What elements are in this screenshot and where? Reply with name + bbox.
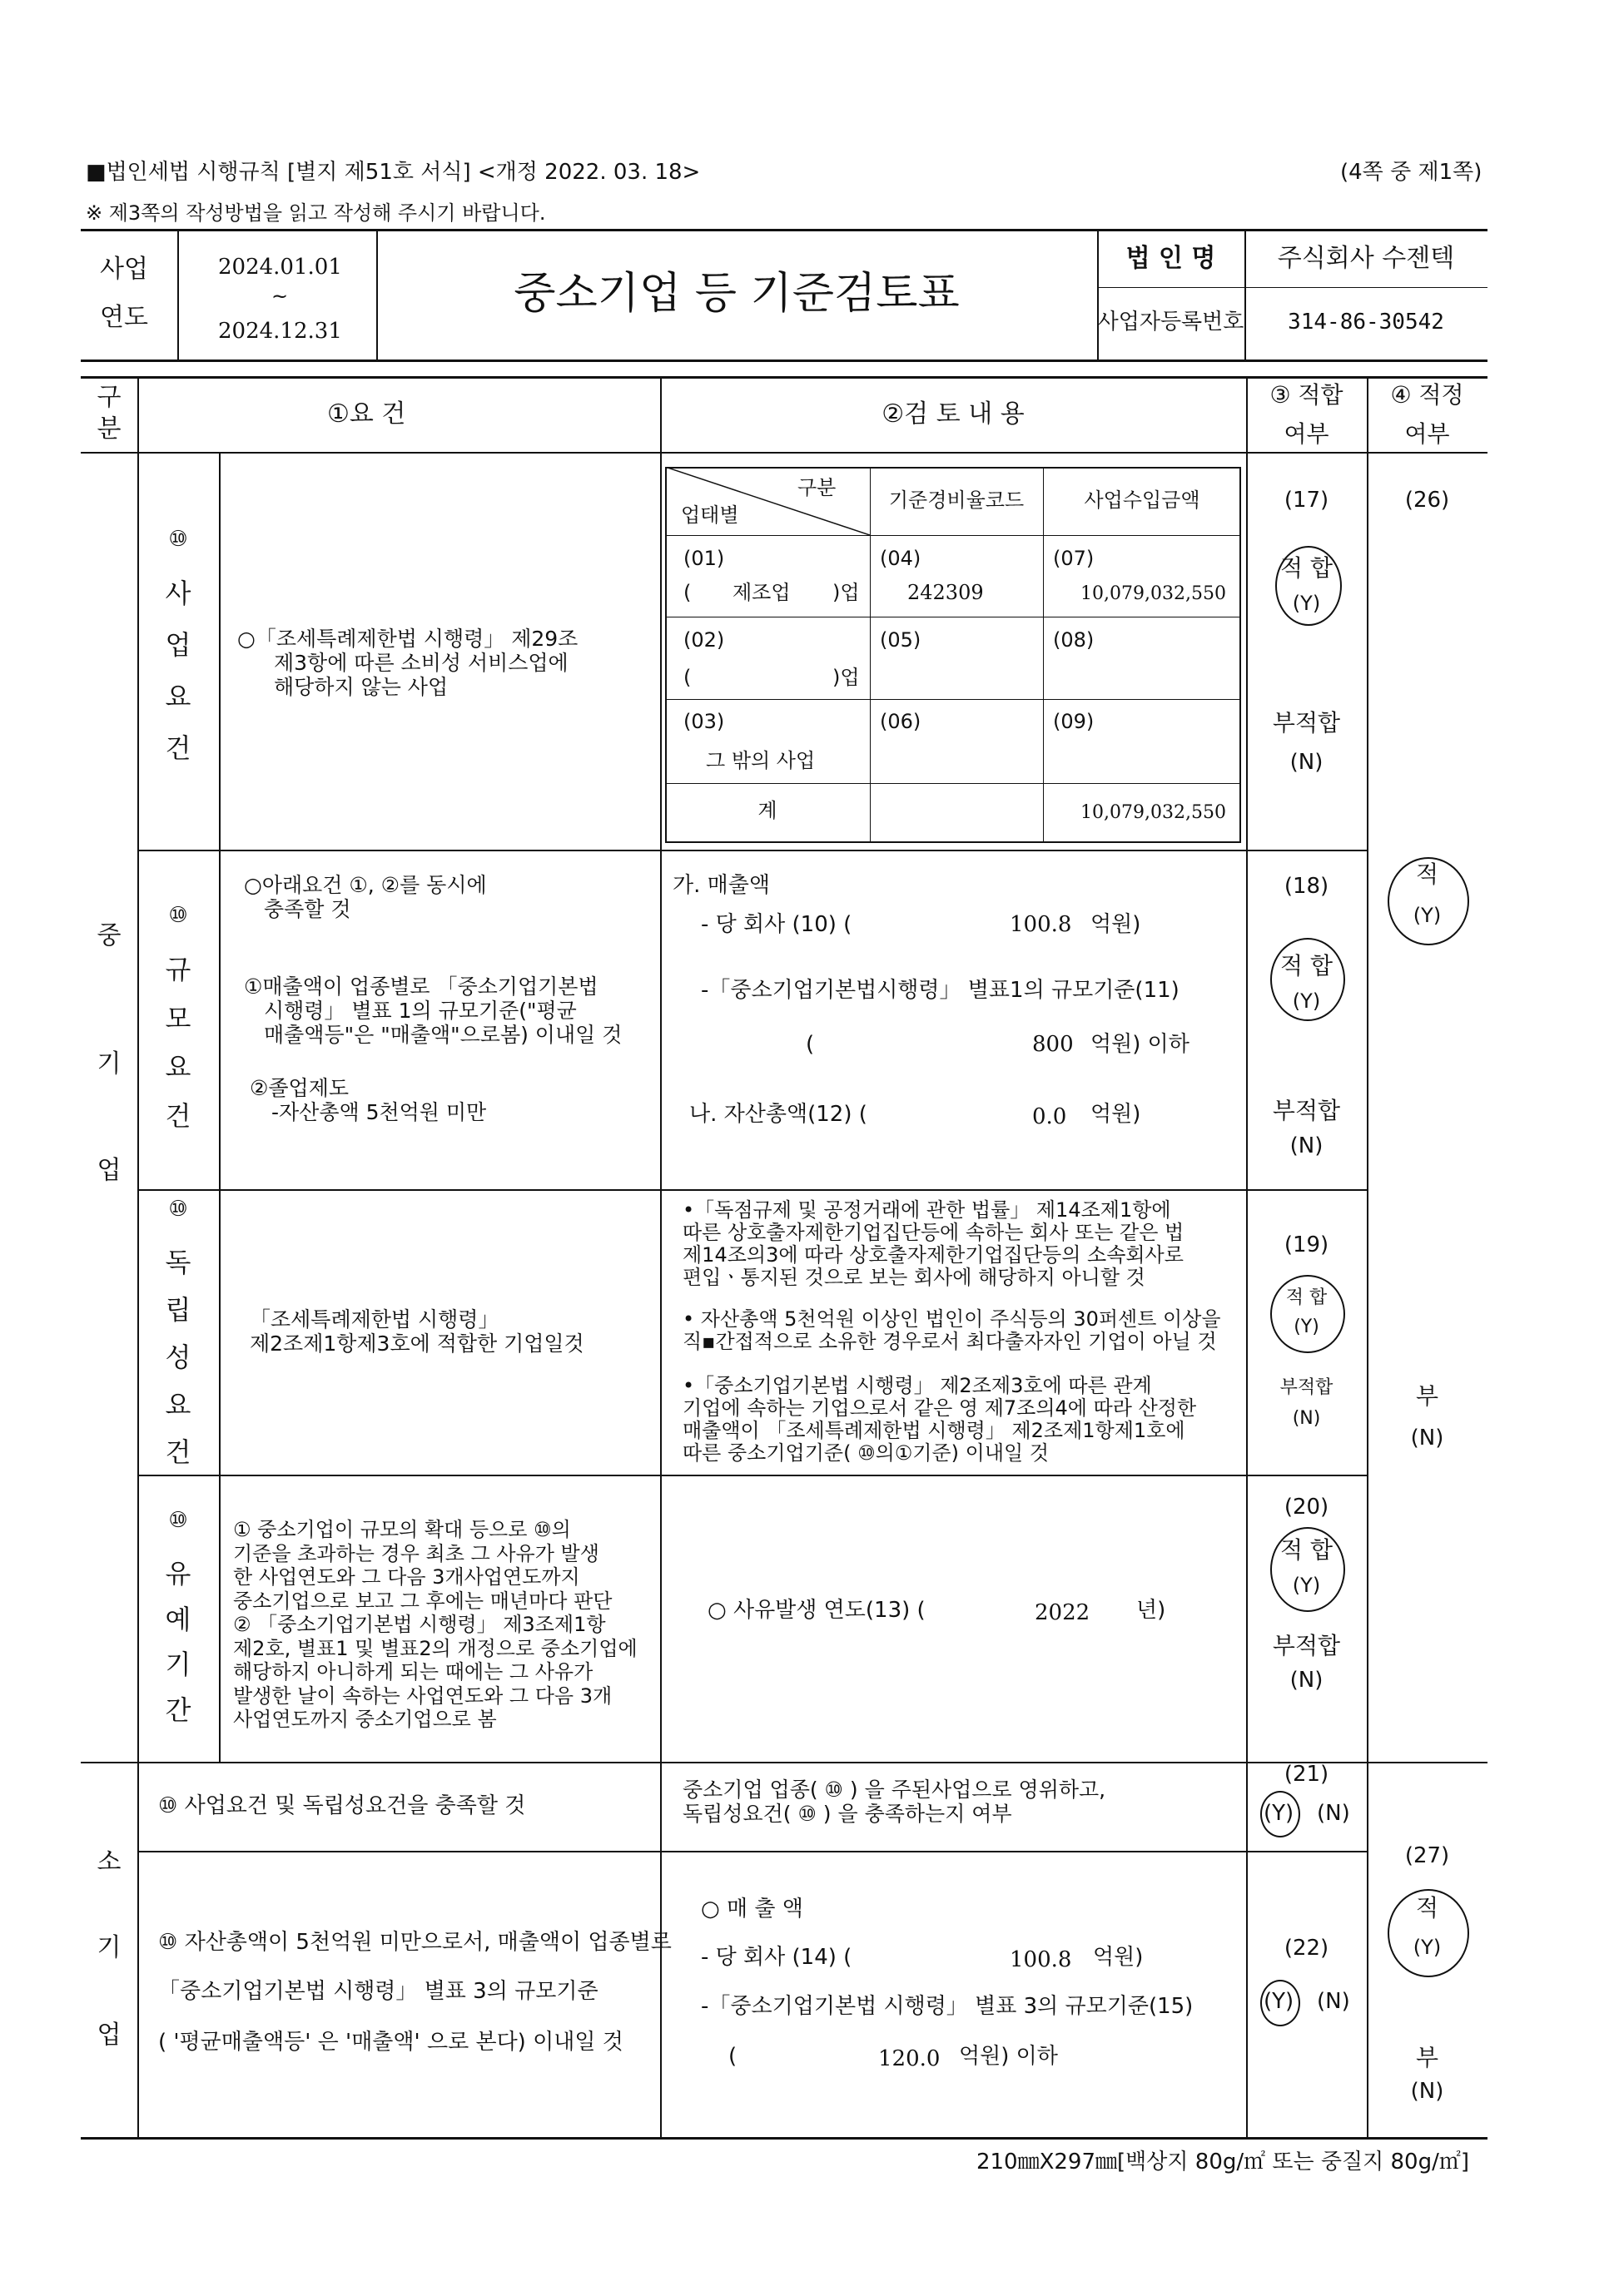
row102-asset-value: 0.0 [1032, 1104, 1067, 1129]
row103-label: 독 립 성 요 건 [165, 1247, 191, 1468]
row102-fit-yes: 적 합 [1280, 952, 1333, 979]
row104-fit-no-code: (N) [1289, 1668, 1324, 1693]
row102-req-2: ②졸업제도 -자산총액 5천억원 미만 [250, 1076, 487, 1124]
row101-label: 사 업 요 건 [165, 578, 191, 764]
row104-review-value: 2022 [1035, 1600, 1090, 1625]
small-group-char-2: 기 [97, 1933, 122, 1962]
date-tilde: ~ [271, 285, 289, 308]
row102-asset-unit: 억원) [1090, 1102, 1141, 1127]
biz-row1-amount-no: (07) [1053, 547, 1095, 570]
form-title: 중소기업 등 기준검토표 [514, 269, 960, 319]
biz-row1-code: 242309 [907, 581, 984, 604]
row101-requirement: ○「조세특례제한법 시행령」 제29조 제3항에 따른 소비성 서비스업에 해당하지 않는 사업 [237, 627, 579, 699]
row106-standard-value: 120.0 [878, 2046, 941, 2071]
row101-fit-yes-code: (Y) [1292, 592, 1321, 615]
row101-code: ⑩ [168, 527, 188, 552]
row105-requirement: ⑩ 사업요건 및 독립성요건을 충족할 것 [158, 1793, 526, 1818]
small-overall-no-code: (N) [1410, 2079, 1444, 2104]
row102-asset-label: 나. 자산총액(12) ( [689, 1102, 867, 1127]
row102-standard-label: -「중소기업기본법시행령」 별표1의 규모기준(11) [701, 978, 1180, 1003]
biz-row1-open: ( [683, 581, 692, 604]
row101-fit-no: (17) [1284, 488, 1329, 513]
biz-row2-code-no: (05) [880, 628, 921, 652]
sme-group-char-3: 업 [97, 1156, 122, 1185]
biz-no-label: 사업자등록번호 [1097, 310, 1244, 335]
row106-review-title: ○ 매 출 액 [701, 1897, 803, 1922]
row104-fit-yes: 적 합 [1280, 1536, 1333, 1564]
biz-total-amount: 10,079,032,550 [1080, 802, 1226, 823]
row106-req-line-1: ⑩ 자산총액이 5천억원 미만으로서, 매출액이 업종별로 [158, 1930, 672, 1955]
row102-fit-no: (18) [1284, 874, 1329, 899]
biz-row3-no: (03) [683, 710, 725, 733]
row102-fit-yes-code: (Y) [1292, 989, 1321, 1013]
fit3-header-1: ③ 적합 [1269, 381, 1343, 409]
row103-fit-yes-code: (Y) [1294, 1317, 1319, 1337]
row103-fit-no: (19) [1284, 1232, 1329, 1257]
row105-yes: (Y) [1264, 1801, 1294, 1826]
biz-row3-amount-no: (09) [1053, 710, 1095, 733]
row103-fit-no-label: 부적합 [1279, 1377, 1333, 1398]
row104-fit-yes-code: (Y) [1292, 1574, 1321, 1597]
sme-overall-yes: 적 [1415, 860, 1439, 888]
row106-fit-no: (22) [1284, 1936, 1329, 1961]
row102-standard-value: 800 [1032, 1032, 1074, 1057]
biz-row2-no: (02) [683, 628, 725, 652]
row101-fit-no-label: 부적합 [1272, 709, 1341, 736]
row101-fit-yes: 적 합 [1280, 554, 1333, 582]
row103-review-1: •「독점규제 및 공정거래에 관한 법률」 제14조제1항에 따른 상호출자제한기업집단등에 속하는 회사 또는 같은 법 제14조의3에 따라 상호출자제한기업집단등의 소속회사로 편입ㆍ통지된 것으로 보는 회사에 해당하지 아니할 것 [683, 1198, 1184, 1289]
small-overall-yes: 적 [1415, 1894, 1439, 1922]
biz-table-corner-bottom: 업태별 [681, 503, 739, 527]
biz-row1-name: 제조업 [733, 581, 791, 604]
division-header-1: 구 [97, 383, 122, 412]
row102-company-value: 100.8 [1010, 912, 1072, 937]
row104-code: ⑩ [168, 1508, 188, 1533]
row106-no: (N) [1317, 1989, 1350, 2014]
biz-row1-amount: 10,079,032,550 [1080, 583, 1226, 604]
row103-fit-yes: 적 합 [1285, 1287, 1328, 1308]
year-label-1: 사업 [100, 255, 148, 284]
row104-review-unit: 년) [1136, 1598, 1166, 1623]
requirement-header: ①요 건 [327, 399, 406, 429]
sme-overall-no-code: (N) [1410, 1426, 1444, 1450]
row102-company-unit: 억원) [1090, 912, 1141, 937]
year-label-2: 연도 [100, 303, 148, 332]
row106-company-label: - 당 회사 (14) ( [701, 1945, 852, 1970]
row102-fit-no-code: (N) [1289, 1133, 1324, 1158]
corp-name: 주식회사 수젠텍 [1277, 244, 1455, 273]
review-header: ②검 토 내 용 [882, 399, 1025, 429]
row103-review-3: •「중소기업기본법 시행령」 제2조제3호에 따른 관계 기업에 속하는 기업으로서 같은 영 제7조의4에 따라 산정한 매출액이 「조세특례제한법 시행령」 제2조제1항제1호에 따른 중소기업기준( ⑩의①기준) 이내일 것 [683, 1374, 1197, 1465]
sme-overall-no-char: 부 [1415, 1382, 1439, 1410]
row103-requirement: 「조세특례제한법 시행령」 제2조제1항제3호에 적합한 기업일것 [250, 1307, 584, 1356]
row104-fit-no: (20) [1284, 1495, 1329, 1520]
row105-fit-no: (21) [1284, 1762, 1329, 1787]
regulation-title: ■법인세법 시행규칙 [별지 제51호 서식] <개정 2022. 03. 18> [86, 160, 701, 185]
small-overall-no: 부 [1415, 2044, 1439, 2071]
row106-req-line-2: 「중소기업기본법 시행령」 별표 3의 규모기준 [158, 1979, 598, 2004]
corp-name-label: 법 인 명 [1125, 244, 1216, 273]
biz-table-code-header: 기준경비율코드 [888, 488, 1025, 512]
small-group-char-1: 소 [97, 1847, 122, 1877]
row102-company-label: - 당 회사 (10) ( [701, 912, 852, 937]
biz-table-corner-top: 구분 [797, 476, 837, 499]
fit4-header-1: ④ 적정 [1390, 381, 1464, 409]
row105-review: 중소기업 업종( ⑩ ) 을 주된사업으로 영위하고, 독립성요건( ⑩ ) 을 충족하는지 여부 [683, 1778, 1106, 1826]
biz-row2-open: ( [683, 666, 692, 689]
biz-no: 314-86-30542 [1288, 310, 1444, 335]
biz-row3-name: 그 밖의 사업 [706, 749, 816, 772]
row104-fit-no-label: 부적합 [1272, 1632, 1341, 1659]
row102-req-1: ①매출액이 업종별로 「중소기업기본법 시행령」 별표 1의 규모기준("평균 매출액등"은 "매출액"으로봄) 이내일 것 [244, 974, 623, 1047]
instruction-note: ※ 제3쪽의 작성방법을 읽고 작성해 주시기 바랍니다. [86, 201, 546, 225]
biz-row1-close: )업 [832, 581, 860, 604]
row102-standard-open: ( [806, 1032, 815, 1057]
biz-table-amount-header: 사업수입금액 [1084, 488, 1200, 512]
row104-label: 유 예 기 간 [165, 1558, 191, 1726]
biz-row1-code-no: (04) [880, 547, 921, 570]
biz-row2-amount-no: (08) [1053, 628, 1095, 652]
sme-group-char-1: 중 [97, 921, 122, 950]
row106-standard-unit: 억원) 이하 [959, 2044, 1058, 2069]
row102-fit-no-label: 부적합 [1272, 1097, 1341, 1124]
row101-fit-no-code: (N) [1289, 750, 1324, 775]
biz-row3-code-no: (06) [880, 710, 921, 733]
row102-sales-title: 가. 매출액 [673, 873, 770, 898]
row102-code: ⑩ [168, 903, 188, 928]
row103-fit-no-code: (N) [1292, 1408, 1321, 1429]
row106-standard-label: -「중소기업기본법 시행령」 별표 3의 규모기준(15) [701, 1994, 1194, 2019]
row104-review-label: ○ 사유발생 연도(13) ( [708, 1598, 926, 1623]
sme-overall-yes-code: (Y) [1413, 904, 1442, 927]
division-header-2: 분 [97, 414, 122, 444]
fit4-header-2: 여부 [1404, 420, 1450, 448]
row106-company-unit: 억원) [1093, 1945, 1144, 1970]
row103-review-2: • 자산총액 5천억원 이상인 법인이 주식등의 30퍼센트 이상을 직▪간접적으로 소유한 경우로서 최다출자자인 기업이 아닐 것 [683, 1307, 1221, 1353]
biz-row2-close: )업 [832, 666, 860, 689]
row102-standard-unit: 억원) 이하 [1090, 1032, 1189, 1057]
row102-label: 규 모 요 건 [165, 954, 191, 1132]
sme-overall-no: (26) [1404, 488, 1450, 513]
row106-company-value: 100.8 [1010, 1947, 1072, 1972]
page-number: (4쪽 중 제1쪽) [1340, 160, 1482, 185]
paper-spec: 210㎜X297㎜[백상지 80g/㎡ 또는 중질지 80g/㎡] [976, 2150, 1469, 2175]
small-group-char-3: 업 [97, 2021, 122, 2050]
row105-no: (N) [1317, 1801, 1350, 1826]
row106-standard-open: ( [728, 2044, 738, 2069]
biz-row1-no: (01) [683, 547, 725, 570]
row104-requirement: ① 중소기업이 규모의 확대 등으로 ⑩의 기준을 초과하는 경우 최초 그 사유가 발생 한 사업연도와 그 다음 3개사업연도까지 중소기업으로 보고 그 후에는 매년마다 판단 ② 「중소기업기본법 시행령」 제3조제1항 제2호, 별표1 및 별표2의 개정으로 중소기업에 해당하지 아니하게 되는 때에는 그 사유가 발생한 날이 속하는 사업연도와 그 다음 3개 사업연도까지 중소기업으로 봄 [233, 1518, 638, 1731]
sme-group-char-2: 기 [97, 1049, 122, 1079]
biz-total-label: 계 [757, 799, 777, 822]
small-overall-yes-code: (Y) [1413, 1936, 1442, 1959]
end-date: 2024.12.31 [218, 319, 342, 344]
fit3-header-2: 여부 [1284, 420, 1329, 448]
start-date: 2024.01.01 [218, 255, 342, 280]
small-overall-no-label: (27) [1404, 1843, 1450, 1868]
row103-code: ⑩ [168, 1197, 188, 1222]
row106-req-line-3: ( '평균매출액등' 은 '매출액' 으로 본다) 이내일 것 [158, 2030, 623, 2055]
row106-yes: (Y) [1264, 1989, 1294, 2014]
row102-req-intro: ○아래요건 ①, ②를 동시에 충족할 것 [244, 873, 487, 921]
